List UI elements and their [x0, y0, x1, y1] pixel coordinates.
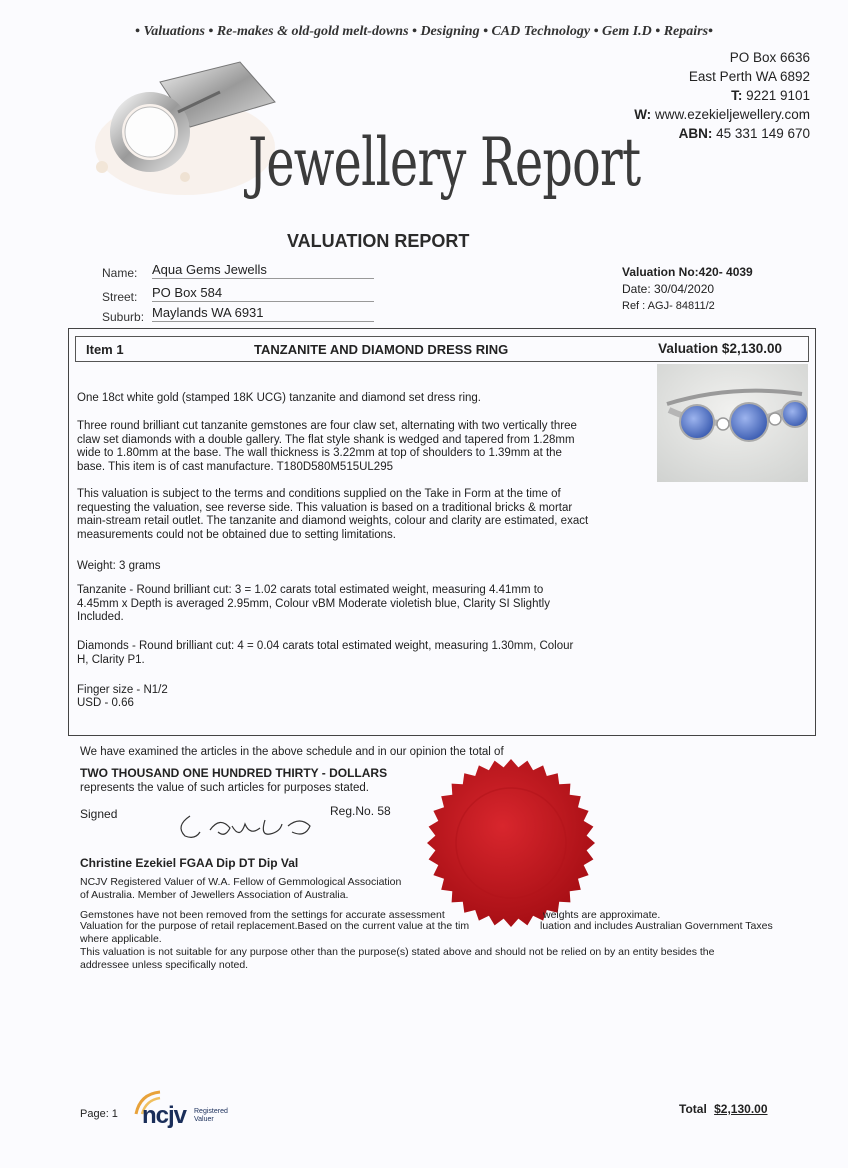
- note-gemstones: Gemstones have not been removed from the settings for accurate assessment: [80, 909, 445, 921]
- ncjv-logo-text: ncjv: [142, 1102, 187, 1129]
- red-seal: [425, 757, 597, 929]
- diamond-details: Diamonds - Round brilliant cut: 4 = 0.04 carats total estimated weight, measuring 1.30mm, Colour H, Clarity P1.: [77, 640, 574, 666]
- valuation-no: Valuation No:420- 4039: [622, 265, 753, 279]
- usd-rate: USD - 0.66: [77, 697, 134, 709]
- ring-photo: [657, 364, 808, 482]
- city: East Perth WA 6892: [688, 69, 810, 84]
- web-line: W: www.ezekieljewellery.com: [634, 107, 810, 122]
- street-label: Street:: [102, 290, 138, 304]
- item-number: Item 1: [86, 342, 124, 357]
- note-addressee: addressee unless specifically noted.: [80, 959, 249, 971]
- valuation-date: Date: 30/04/2020: [622, 282, 715, 296]
- note-gemstones-end: weights are approximate.: [543, 909, 661, 921]
- note-purpose: This valuation is not suitable for any purpose other than the purpose(s) stated above and should not be relied on by an entity besides the: [80, 946, 715, 958]
- opinion-line: We have examined the articles in the above schedule and in our opinion the total of: [80, 746, 504, 758]
- valuer-name: Christine Ezekiel FGAA Dip DT Dip Val: [80, 856, 299, 870]
- phone-line: T: 9221 9101: [731, 88, 810, 103]
- tanzanite-details: Tanzanite - Round brilliant cut: 3 = 1.02 carats total estimated weight, measuring 4.41mm to 4.45mm x Depth is averaged 2.95mm, Colour vBM Moderate violetish blue, Clarity SI Slightly Included.: [77, 584, 550, 623]
- opinion-purpose: represents the value of such articles for purposes stated.: [80, 782, 369, 794]
- client-suburb: Maylands WA 6931: [152, 305, 374, 322]
- total-block: [679, 1102, 768, 1116]
- item-valuation: Valuation $2,130.00: [658, 341, 782, 356]
- page-number: Page: 1: [80, 1108, 118, 1120]
- client-street: PO Box 584: [152, 285, 374, 302]
- ncjv-logo-sub: Registered Valuer: [194, 1108, 228, 1123]
- reference-no: Ref : AGJ- 84811/2: [622, 300, 715, 312]
- item-description: Three round brilliant cut tanzanite gemstones are four claw set, alternating with two vertically three claw set diamonds with a double gallery. The flat style shank is wedged and tapered from 1.28mm wide to 1.80mm at the base. The wall thickness is 3.22mm at top of shoulders to 1.39mm at the base. This item is of cast manufacture. T180D580M515UL295: [77, 420, 577, 473]
- ncjv-logo: [132, 1090, 242, 1130]
- name-label: Name:: [102, 266, 138, 280]
- subtitle: VALUATION REPORT: [287, 231, 470, 251]
- handwritten-signature: [170, 806, 320, 846]
- item-intro: One 18ct white gold (stamped 18K UCG) tanzanite and diamond set dress ring.: [77, 392, 481, 404]
- item-title: TANZANITE AND DIAMOND DRESS RING: [254, 342, 509, 357]
- valuer-credentials-2: of Australia. Member of Jewellers Association of Australia.: [80, 889, 349, 901]
- total-value: $2,130.00: [714, 1102, 768, 1116]
- note-where: where applicable.: [80, 933, 162, 945]
- valuer-credentials-1: NCJV Registered Valuer of W.A. Fellow of Gemmological Association: [80, 876, 402, 888]
- amount-words: TWO THOUSAND ONE HUNDRED THIRTY - DOLLARS: [80, 766, 388, 780]
- total-label: Total: [679, 1102, 707, 1116]
- report-title: Jewellery Report: [248, 124, 641, 201]
- po-box: PO Box 6636: [729, 50, 810, 65]
- reg-no: Reg.No. 58: [330, 804, 391, 818]
- services-line: • Valuations • Re-makes & old-gold melt-downs • Designing • CAD Technology • Gem I.D • Repairs•: [135, 24, 713, 39]
- client-name: Aqua Gems Jewells: [152, 262, 374, 279]
- finger-size: Finger size - N1/2: [77, 684, 168, 696]
- note-retail-end: luation and includes Australian Government Taxes: [540, 920, 773, 932]
- item-weight: Weight: 3 grams: [77, 560, 161, 572]
- suburb-label: Suburb:: [102, 310, 145, 324]
- abn-line: ABN: 45 331 149 670: [678, 126, 810, 141]
- reference-block: [622, 264, 753, 315]
- contact-block: [634, 48, 810, 143]
- signed-label: Signed: [80, 807, 118, 821]
- note-retail: Valuation for the purpose of retail replacement.Based on the current value at the tim: [80, 920, 470, 932]
- item-header-row: [75, 336, 809, 362]
- valuation-terms: This valuation is subject to the terms and conditions supplied on the Take in Form at the time of requesting the valuation, see reverse side. This valuation is based on a traditional bricks & mortar main-stream retail outlet. The tanzanite and diamond weights, colour and clarity are estimated, exact measurements could not be obtained due to setting limitations.: [77, 488, 589, 541]
